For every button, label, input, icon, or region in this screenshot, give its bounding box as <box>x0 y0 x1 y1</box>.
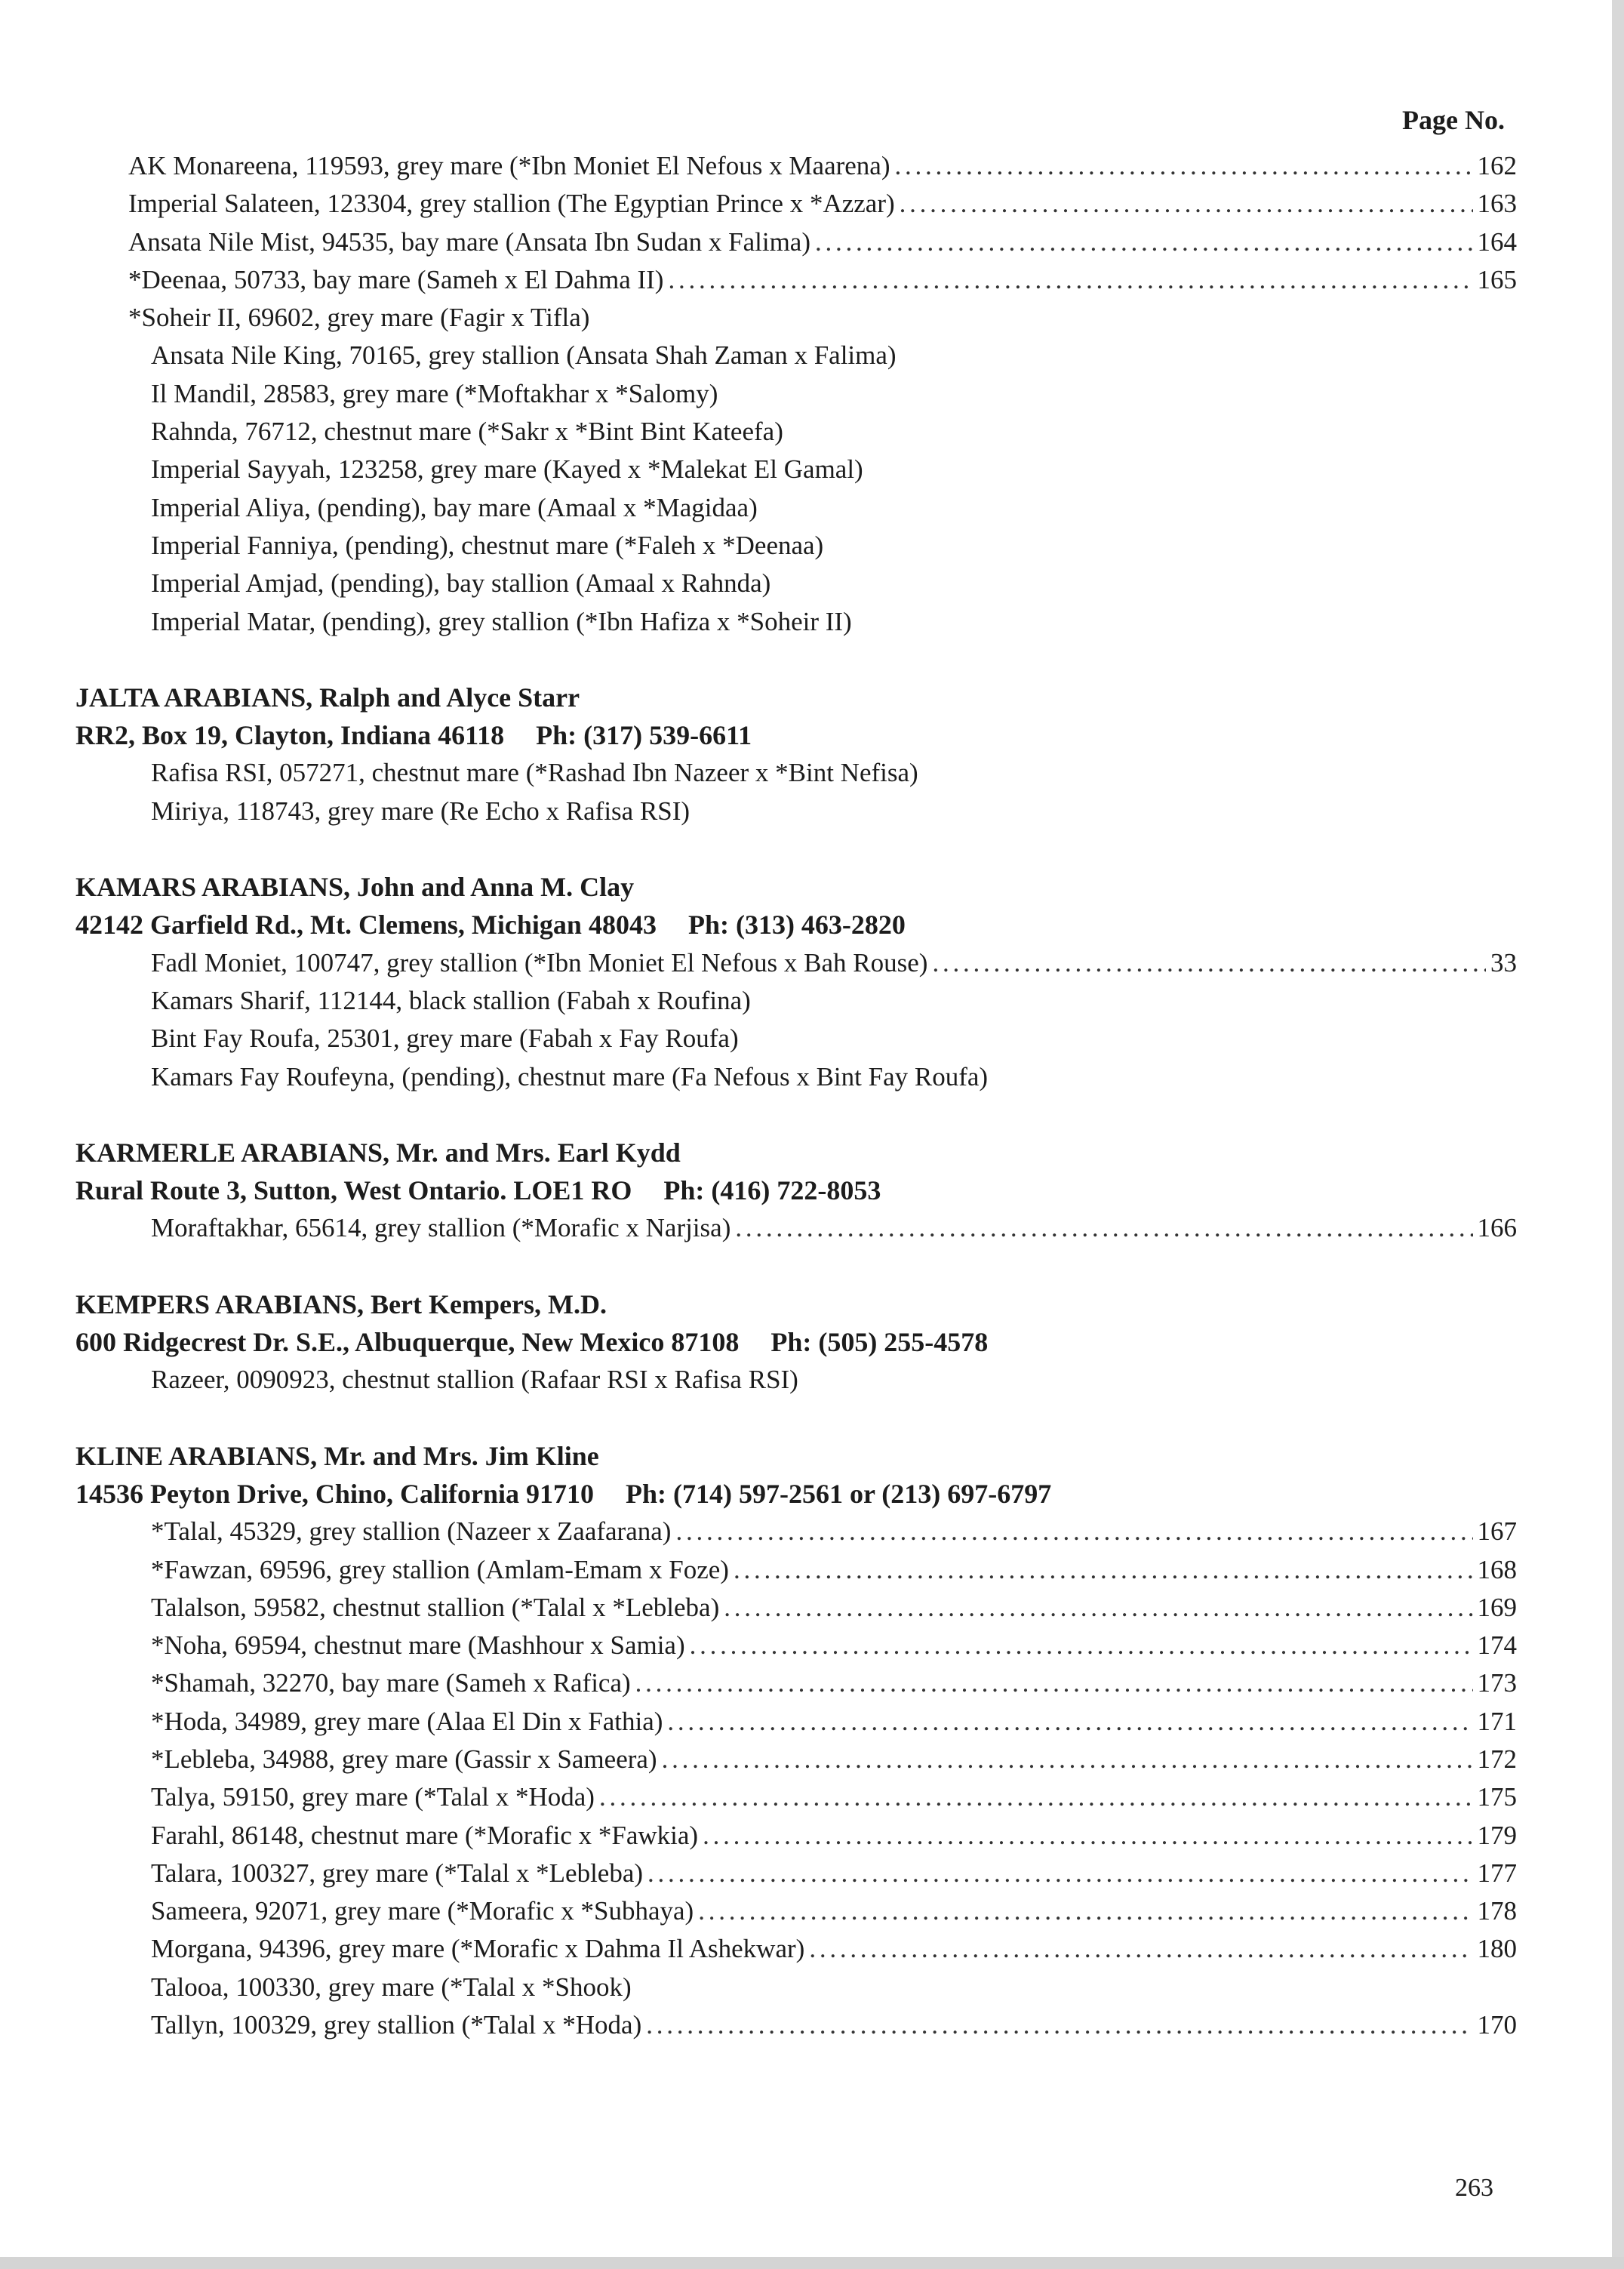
horse-entry <box>75 754 1517 792</box>
dot-leader <box>809 1930 1472 1968</box>
entry-page-number: 163 <box>1477 189 1517 219</box>
horse-entry-text: Talalson, 59582, chestnut stallion (*Talal x *Lebleba) <box>151 1592 720 1622</box>
dot-leader <box>735 1209 1472 1247</box>
breeder-name: KARMERLE ARABIANS, Mr. and Mrs. Earl Kydd <box>75 1137 681 1168</box>
dot-leader <box>698 1892 1472 1930</box>
horse-entry <box>75 375 1517 413</box>
horse-entry-text: Morgana, 94396, grey mare (*Morafic x Dahma Il Ashekwar) <box>151 1934 805 1964</box>
horse-entry <box>75 527 1517 565</box>
breeder-address: 14536 Peyton Drive, Chino, California 91710 <box>75 1478 594 1509</box>
entry-page-number: 164 <box>1477 226 1517 257</box>
horse-entry <box>75 1020 1517 1058</box>
dot-leader <box>932 944 1486 982</box>
horse-entry <box>75 1551 1517 1589</box>
horse-entry-text: Kamars Fay Roufeyna, (pending), chestnut mare (Fa Nefous x Bint Fay Roufa) <box>151 1061 989 1091</box>
horse-entry-text: *Fawzan, 69596, grey stallion (Amlam-Emam x Foze) <box>151 1554 729 1584</box>
dot-leader <box>690 1627 1473 1664</box>
horse-entry-text: *Soheir II, 69602, grey mare (Fagir x Tifla) <box>128 303 590 333</box>
horse-entry <box>75 982 1517 1020</box>
horse-entry <box>75 603 1517 641</box>
horse-entry <box>75 261 1517 299</box>
scan-edge-right <box>1612 0 1624 2269</box>
horse-entry <box>75 451 1517 488</box>
dot-leader <box>668 261 1472 299</box>
page-no-heading: Page No. <box>1402 105 1505 135</box>
horse-entry <box>75 489 1517 527</box>
breeder-address: RR2, Box 19, Clayton, Indiana 46118 <box>75 720 505 751</box>
dot-leader <box>635 1664 1473 1702</box>
horse-entry <box>75 1664 1517 1702</box>
horse-entry <box>75 223 1517 261</box>
horse-entry <box>75 944 1517 982</box>
horse-entry-text: Talooa, 100330, grey mare (*Talal x *Shook) <box>151 1972 632 2002</box>
horse-entry-text: Tallyn, 100329, grey stallion (*Talal x *Hoda) <box>151 2010 642 2040</box>
horse-entry <box>75 1817 1517 1855</box>
dot-leader <box>900 185 1473 223</box>
horse-entry <box>75 1627 1517 1664</box>
horse-entry-text: Sameera, 92071, grey mare (*Morafic x *Subhaya) <box>151 1896 694 1926</box>
entry-page-number: 167 <box>1477 1516 1517 1547</box>
breeder-address-line <box>75 1475 1517 1513</box>
breeder-address-line <box>75 716 1517 754</box>
dot-leader <box>662 1741 1473 1778</box>
horse-entry <box>75 299 1517 337</box>
entry-page-number: 168 <box>1477 1554 1517 1584</box>
horse-entry-text: Talya, 59150, grey mare (*Talal x *Hoda) <box>151 1782 595 1812</box>
entry-page-number: 166 <box>1477 1213 1517 1243</box>
horse-entry-text: Fadl Moniet, 100747, grey stallion (*Ibn Moniet El Nefous x Bah Rouse) <box>151 947 928 977</box>
horse-entry-text: Imperial Fanniya, (pending), chestnut mare (*Faleh x *Deenaa) <box>151 530 824 560</box>
breeder-phone: Ph: (313) 463-2820 <box>687 910 906 941</box>
horse-entry <box>75 337 1517 374</box>
horse-entry-text: Il Mandil, 28583, grey mare (*Moftakhar x *Salomy) <box>151 378 718 408</box>
entry-page-number: 170 <box>1477 2010 1517 2040</box>
dot-leader <box>667 1703 1472 1741</box>
breeder-section <box>75 1437 1517 2045</box>
entry-page-number: 175 <box>1477 1782 1517 1812</box>
breeder-section <box>75 1134 1517 1248</box>
horse-entry <box>75 1589 1517 1627</box>
horse-entry <box>75 1930 1517 1968</box>
horse-entry <box>75 1513 1517 1550</box>
horse-entry <box>75 1969 1517 2006</box>
entry-page-number: 178 <box>1477 1896 1517 1926</box>
breeder-phone: Ph: (505) 255-4578 <box>770 1327 989 1358</box>
horse-entry-text: Moraftakhar, 65614, grey stallion (*Morafic x Narjisa) <box>151 1213 731 1243</box>
horse-entry-text: Imperial Matar, (pending), grey stallion (*Ibn Hafiza x *Soheir II) <box>151 606 852 636</box>
entry-page-number: 172 <box>1477 1744 1517 1774</box>
scan-edge-bottom <box>0 2257 1624 2269</box>
entry-page-number: 174 <box>1477 1630 1517 1661</box>
horse-entry-text: Razeer, 0090923, chestnut stallion (Rafaar RSI x Rafisa RSI) <box>151 1365 798 1395</box>
horse-entry <box>75 1741 1517 1778</box>
breeder-name: KAMARS ARABIANS, John and Anna M. Clay <box>75 872 635 903</box>
horse-entry-text: Miriya, 118743, grey mare (Re Echo x Rafisa RSI) <box>151 796 691 826</box>
horse-entry-text: Ansata Nile Mist, 94535, bay mare (Ansata Ibn Sudan x Falima) <box>128 226 810 257</box>
horse-entry-text: Imperial Sayyah, 123258, grey mare (Kayed x *Malekat El Gamal) <box>151 454 863 485</box>
breeder-address-line <box>75 906 1517 944</box>
page-number: 263 <box>1455 2174 1493 2202</box>
breeder-address: 42142 Garfield Rd., Mt. Clemens, Michigan 48043 <box>75 910 657 941</box>
horse-entry-text: Imperial Amjad, (pending), bay stallion (Amaal x Rahnda) <box>151 568 771 599</box>
dot-leader <box>675 1513 1472 1550</box>
horse-entry <box>75 2006 1517 2044</box>
dot-leader <box>599 1778 1473 1816</box>
horse-entry <box>75 1892 1517 1930</box>
horse-entry-text: *Deenaa, 50733, bay mare (Sameh x El Dahma II) <box>128 264 664 294</box>
entry-page-number: 165 <box>1477 264 1517 294</box>
entry-page-number: 171 <box>1477 1706 1517 1736</box>
entry-page-number: 33 <box>1490 947 1517 977</box>
horse-entry-text: Farahl, 86148, chestnut mare (*Morafic x *Fawkia) <box>151 1820 699 1850</box>
breeder-section <box>75 868 1517 1096</box>
dot-leader <box>724 1589 1472 1627</box>
horse-entry-text: Rafisa RSI, 057271, chestnut mare (*Rashad Ibn Nazeer x *Bint Nefisa) <box>151 758 918 788</box>
horse-entry <box>75 1778 1517 1816</box>
horse-entry <box>75 1058 1517 1096</box>
entry-page-number: 173 <box>1477 1668 1517 1698</box>
breeder-section <box>75 679 1517 830</box>
entry-page-number: 169 <box>1477 1592 1517 1622</box>
entry-page-number: 180 <box>1477 1934 1517 1964</box>
horse-entry <box>75 1209 1517 1247</box>
horse-entry-text: AK Monareena, 119593, grey mare (*Ibn Moniet El Nefous x Maarena) <box>128 151 890 180</box>
horse-entry-text: Imperial Salateen, 123304, grey stallion (The Egyptian Prince x *Azzar) <box>128 189 895 219</box>
breeder-address-line <box>75 1171 1517 1209</box>
dot-leader <box>894 147 1472 185</box>
breeder-phone: Ph: (416) 722-8053 <box>663 1175 881 1206</box>
horse-entry-text: *Hoda, 34989, grey mare (Alaa El Din x Fathia) <box>151 1706 663 1736</box>
horse-entry <box>75 1855 1517 1892</box>
horse-entry <box>75 565 1517 602</box>
dot-leader <box>703 1817 1472 1855</box>
horse-entry-text: Bint Fay Roufa, 25301, grey mare (Fabah x Fay Roufa) <box>151 1024 739 1054</box>
horse-entry-text: Talara, 100327, grey mare (*Talal x *Lebleba) <box>151 1858 644 1888</box>
entry-page-number: 162 <box>1477 151 1517 180</box>
breeder-phone: Ph: (317) 539-6611 <box>536 720 752 751</box>
horse-entry-text: Ansata Nile King, 70165, grey stallion (Ansata Shah Zaman x Falima) <box>151 340 897 371</box>
breeder-name: JALTA ARABIANS, Ralph and Alyce Starr <box>75 682 580 713</box>
horse-entry <box>75 413 1517 451</box>
dot-leader <box>646 2006 1472 2044</box>
horse-entry <box>75 185 1517 223</box>
breeder-phone: Ph: (714) 597-2561 or (213) 697-6797 <box>625 1478 1052 1509</box>
dot-leader <box>647 1855 1472 1892</box>
horse-entry-text: *Shamah, 32270, bay mare (Sameh x Rafica) <box>151 1668 631 1698</box>
horse-entry <box>75 147 1517 185</box>
breeder-name: KEMPERS ARABIANS, Bert Kempers, M.D. <box>75 1288 607 1319</box>
breeder-name: KLINE ARABIANS, Mr. and Mrs. Jim Kline <box>75 1440 599 1471</box>
listing-content <box>75 147 1517 2044</box>
horse-entry <box>75 1361 1517 1399</box>
dot-leader <box>815 223 1473 261</box>
breeder-address: Rural Route 3, Sutton, West Ontario. LOE1 RO <box>75 1175 632 1206</box>
horse-entry-text: Kamars Sharif, 112144, black stallion (Fabah x Roufina) <box>151 985 751 1015</box>
horse-entry-text: *Lebleba, 34988, grey mare (Gassir x Sameera) <box>151 1744 657 1774</box>
horse-entry <box>75 793 1517 830</box>
horse-entry-text: *Talal, 45329, grey stallion (Nazeer x Zaafarana) <box>151 1516 672 1547</box>
entry-page-number: 179 <box>1477 1820 1517 1850</box>
dot-leader <box>734 1551 1473 1589</box>
breeder-section <box>75 1285 1517 1399</box>
horse-entry <box>75 1703 1517 1741</box>
entry-page-number: 177 <box>1477 1858 1517 1888</box>
breeder-address: 600 Ridgecrest Dr. S.E., Albuquerque, New Mexico 87108 <box>75 1327 740 1358</box>
horse-entry-text: Rahnda, 76712, chestnut mare (*Sakr x *Bint Bint Kateefa) <box>151 417 783 447</box>
horse-entry-text: Imperial Aliya, (pending), bay mare (Amaal x *Magidaa) <box>151 492 758 522</box>
breeder-address-line <box>75 1323 1517 1361</box>
horse-entry-text: *Noha, 69594, chestnut mare (Mashhour x Samia) <box>151 1630 685 1661</box>
